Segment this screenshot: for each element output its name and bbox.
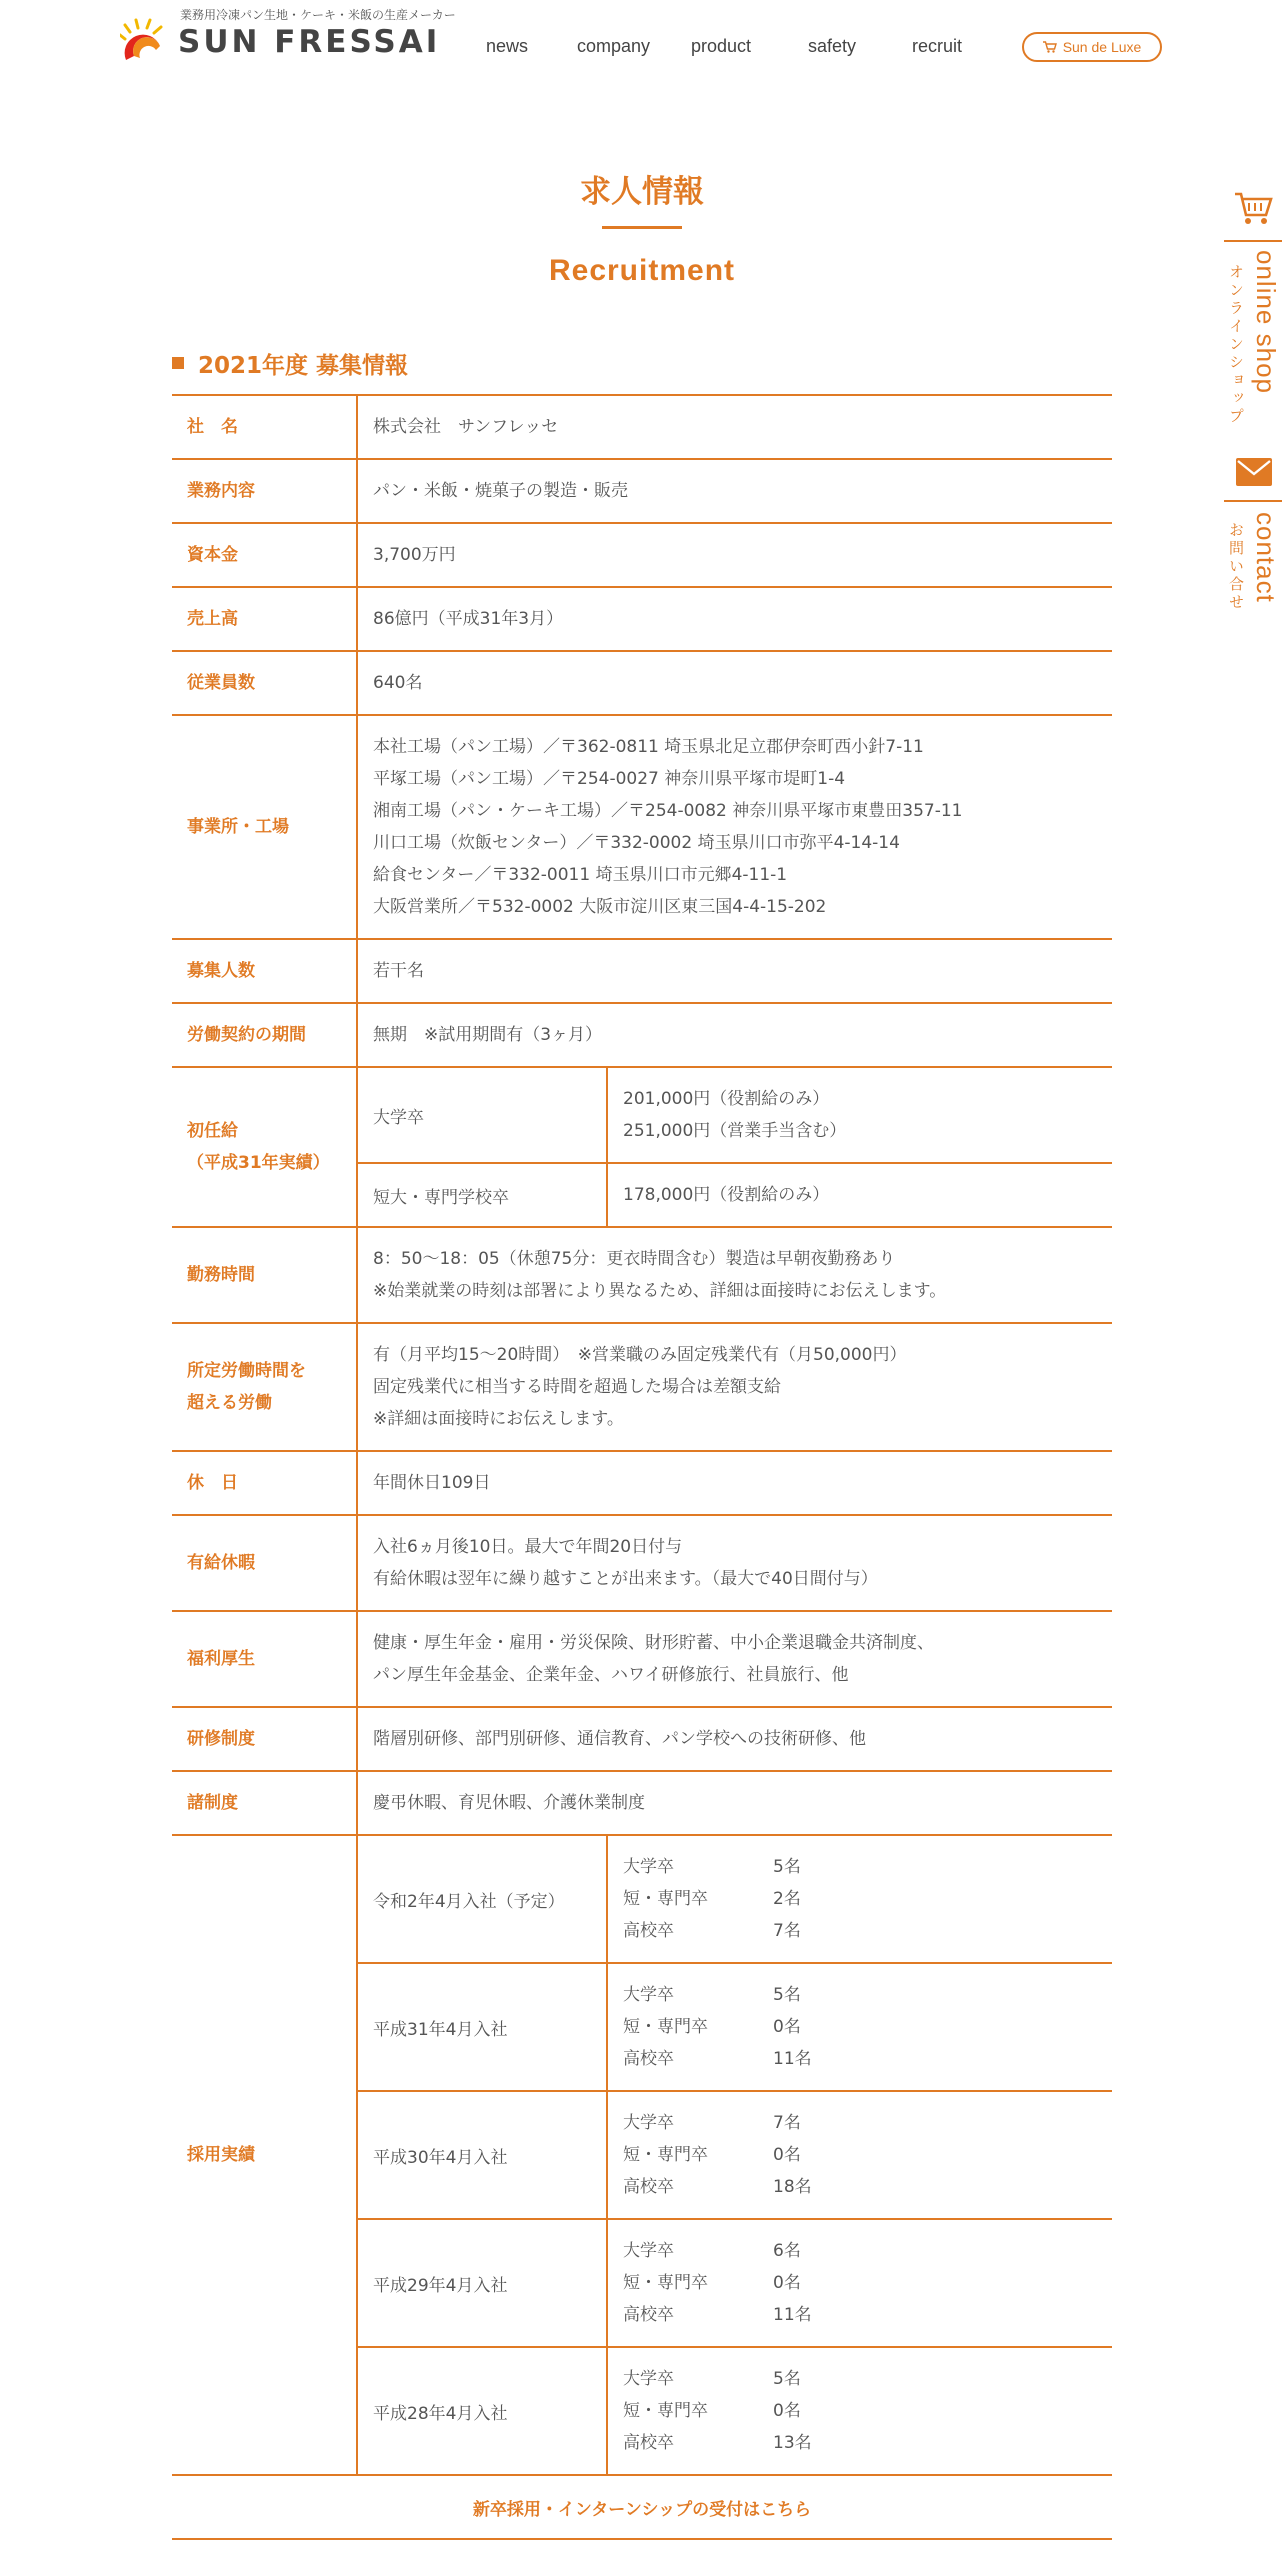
hire-count: 11名 [773, 2049, 812, 2069]
hiring-year-row [358, 2220, 1112, 2348]
hiring-counts [608, 1836, 1112, 1962]
section-heading [172, 346, 408, 380]
office-line: 大阪営業所／〒532-0002 大阪市淀川区東三国4-4-15-202 [373, 897, 827, 917]
hire-edu: 短・専門卒 [623, 2273, 708, 2293]
hire-edu: 短・専門卒 [623, 1889, 708, 1909]
row-label: 従業員数 [172, 652, 358, 714]
table-row-salary [172, 1068, 1112, 1228]
leave-line: 入社6ヵ月後10日。最大で年間20日付与 [373, 1537, 683, 1557]
hire-edu: 短・専門卒 [623, 2145, 708, 2165]
hours-line: 8：50～18：05（休憩75分：更衣時間含む）製造は早朝夜勤務あり [373, 1249, 896, 1269]
nav-safety[interactable]: safety [808, 36, 857, 56]
hiring-year: 平成29年4月入社 [358, 2220, 608, 2346]
hire-count: 11名 [773, 2305, 812, 2325]
row-value [358, 1612, 1112, 1706]
table-row-contract [172, 1004, 1112, 1068]
hire-count: 6名 [773, 2241, 801, 2261]
hire-edu: 大学卒 [623, 1857, 674, 1877]
sun-de-luxe-label: Sun de Luxe [1062, 39, 1142, 55]
row-value: 3,700万円 [373, 545, 456, 565]
row-label: 事業所・工場 [172, 716, 358, 938]
table-row-business [172, 460, 1112, 524]
table-row-systems [172, 1772, 1112, 1836]
row-label: 勤務時間 [172, 1228, 358, 1322]
hire-edu: 高校卒 [623, 2177, 674, 2197]
welfare-line: 健康・厚生年金・雇用・労災保険、財形貯蓄、中小企業退職金共済制度、 [373, 1633, 934, 1653]
row-label: 売上高 [172, 588, 358, 650]
row-value: 86億円（平成31年3月） [373, 609, 564, 629]
row-value [358, 1324, 1112, 1450]
table-row-company [172, 396, 1112, 460]
logo-wordmark: SUN FRESSAI [178, 24, 441, 60]
row-label: 業務内容 [172, 460, 358, 522]
salary-line: 201,000円（役割給のみ） [623, 1089, 830, 1109]
row-label [172, 1324, 358, 1450]
hire-edu: 高校卒 [623, 2433, 674, 2453]
hire-count: 7名 [773, 1921, 801, 1941]
hire-count: 18名 [773, 2177, 812, 2197]
salary-value: 178,000円（役割給のみ） [623, 1185, 830, 1205]
mail-icon [1236, 458, 1272, 486]
contact-label: contact [1251, 512, 1281, 603]
hiring-counts [608, 1964, 1112, 2090]
row-value: 年間休日109日 [373, 1473, 491, 1493]
table-row-sales [172, 588, 1112, 652]
online-shop-link[interactable] [1222, 186, 1284, 446]
hire-edu: 高校卒 [623, 2305, 674, 2325]
office-line: 川口工場（炊飯センター）／〒332-0002 埼玉県川口市弥平4-14-14 [373, 833, 900, 853]
hiring-year: 平成31年4月入社 [358, 1964, 608, 2090]
salary-edu-label: 短大・専門学校卒 [358, 1164, 608, 1226]
hire-count: 0名 [773, 2273, 801, 2293]
hiring-year: 平成30年4月入社 [358, 2092, 608, 2218]
office-line: 平塚工場（パン工場）／〒254-0027 神奈川県平塚市堤町1-4 [373, 769, 846, 789]
row-label [172, 1068, 358, 1226]
hiring-year-row [358, 1836, 1112, 1964]
internship-link[interactable]: 新卒採用・インターンシップの受付はこちら [172, 2476, 1112, 2540]
hire-count: 7名 [773, 2113, 801, 2133]
site-header [0, 0, 1284, 96]
hire-edu: 高校卒 [623, 2049, 674, 2069]
salary-edu-label: 大学卒 [358, 1068, 608, 1162]
hiring-year-row [358, 2092, 1112, 2220]
title-divider [602, 226, 682, 229]
overtime-line: ※詳細は面接時にお伝えします。 [373, 1409, 624, 1429]
overtime-line: 固定残業代に相当する時間を超過した場合は差額支給 [373, 1377, 781, 1397]
hiring-counts [608, 2348, 1112, 2474]
table-row-overtime [172, 1324, 1112, 1452]
table-row-openings [172, 940, 1112, 1004]
hire-edu: 高校卒 [623, 1921, 674, 1941]
recruitment-table [172, 394, 1112, 2476]
row-value: 階層別研修、部門別研修、通信教育、パン学校への技術研修、他 [373, 1729, 866, 1749]
office-line: 本社工場（パン工場）／〒362-0811 埼玉県北足立郡伊奈町西小針7-11 [373, 737, 924, 757]
hiring-year-row [358, 1964, 1112, 2092]
page-title: 求人情報 [580, 174, 704, 210]
hours-line: ※始業就業の時刻は部署により異なるため、詳細は面接時にお伝えします。 [373, 1281, 947, 1301]
table-row-training [172, 1708, 1112, 1772]
row-label: 資本金 [172, 524, 358, 586]
office-line: 湘南工場（パン・ケーキ工場）／〒254-0082 神奈川県平塚市東豊田357-11 [373, 801, 963, 821]
hire-count: 0名 [773, 2145, 801, 2165]
row-label: 研修制度 [172, 1708, 358, 1770]
table-row-employees [172, 652, 1112, 716]
hiring-year-row [358, 2348, 1112, 2474]
overtime-label: 所定労働時間を [187, 1361, 306, 1381]
leave-line: 有給休暇は翌年に繰り越すことが出来ます。（最大で40日間付与） [373, 1569, 878, 1589]
hire-edu: 大学卒 [623, 2369, 674, 2389]
nav-product[interactable]: product [691, 36, 752, 56]
online-shop-label-ja: オンラインショップ [1227, 264, 1245, 426]
table-row-offices [172, 716, 1112, 940]
row-value [358, 1228, 1112, 1322]
contact-label-ja: お問い合せ [1227, 522, 1245, 612]
table-row-welfare [172, 1612, 1112, 1708]
salary-label: 初任給 [187, 1121, 238, 1141]
salary-row-univ [358, 1068, 1112, 1164]
side-divider [1224, 500, 1282, 502]
row-value: 640名 [373, 673, 423, 693]
contact-link[interactable] [1222, 458, 1284, 628]
hire-edu: 大学卒 [623, 2113, 674, 2133]
salary-subtable [358, 1068, 1112, 1226]
office-line: 給食センター／〒332-0011 埼玉県川口市元郷4-11-1 [373, 865, 788, 885]
row-value [358, 1516, 1112, 1610]
hire-count: 2名 [773, 1889, 801, 1909]
row-label: 社 名 [172, 396, 358, 458]
nav-company[interactable]: company [577, 36, 651, 56]
hire-count: 0名 [773, 2401, 801, 2421]
side-divider [1224, 240, 1282, 242]
row-value: 若干名 [373, 961, 424, 981]
row-value [358, 716, 1112, 938]
hire-count: 13名 [773, 2433, 812, 2453]
logo-tagline: 業務用冷凍パン生地・ケーキ・米飯の生産メーカー [180, 8, 456, 22]
row-value: パン・米飯・焼菓子の製造・販売 [373, 481, 628, 501]
hiring-year: 平成28年4月入社 [358, 2348, 608, 2474]
hiring-subtable [358, 1836, 1112, 2474]
hiring-year: 令和2年4月入社（予定） [358, 1836, 608, 1962]
hiring-counts [608, 2092, 1112, 2218]
table-row-hiring [172, 1836, 1112, 2476]
nav-news[interactable]: news [486, 36, 529, 56]
nav-recruit[interactable]: recruit [912, 36, 963, 56]
hire-edu: 短・専門卒 [623, 2401, 708, 2421]
salary-row-college [358, 1164, 1112, 1226]
row-label: 募集人数 [172, 940, 358, 1002]
sun-de-luxe-button[interactable] [1022, 32, 1162, 62]
table-row-holidays [172, 1452, 1112, 1516]
hiring-counts [608, 2220, 1112, 2346]
row-label: 労働契約の期間 [172, 1004, 358, 1066]
table-row-hours [172, 1228, 1112, 1324]
table-row-capital [172, 524, 1112, 588]
page-subtitle: Recruitment [548, 254, 736, 287]
welfare-line: パン厚生年金基金、企業年金、ハワイ研修旅行、社員旅行、他 [373, 1665, 849, 1685]
section-title: 2021年度 募集情報 [198, 352, 409, 379]
salary-value [608, 1068, 1112, 1162]
hire-count: 5名 [773, 2369, 801, 2389]
hire-count: 0名 [773, 2017, 801, 2037]
hire-edu: 短・専門卒 [623, 2017, 708, 2037]
salary-label-note: （平成31年実績） [187, 1153, 330, 1173]
row-label: 諸制度 [172, 1772, 358, 1834]
row-label: 有給休暇 [172, 1516, 358, 1610]
cart-icon [1043, 41, 1057, 53]
hire-edu: 大学卒 [623, 2241, 674, 2261]
overtime-label: 超える労働 [187, 1393, 272, 1413]
row-value: 慶弔休暇、育児休暇、介護休業制度 [373, 1793, 645, 1813]
hire-edu: 大学卒 [623, 1985, 674, 2005]
table-row-paid-leave [172, 1516, 1112, 1612]
salary-line: 251,000円（営業手当含む） [623, 1121, 847, 1141]
square-bullet-icon [172, 357, 184, 369]
hire-count: 5名 [773, 1857, 801, 1877]
hire-count: 5名 [773, 1985, 801, 2005]
row-label: 採用実績 [172, 1836, 358, 2474]
row-label: 福利厚生 [172, 1612, 358, 1706]
online-shop-label: online shop [1251, 250, 1281, 394]
overtime-line: 有（月平均15～20時間） ※営業職のみ固定残業代有（月50,000円） [373, 1345, 907, 1365]
row-label: 休 日 [172, 1452, 358, 1514]
row-value: 株式会社 サンフレッセ [373, 417, 559, 437]
row-value: 無期 ※試用期間有（3ヶ月） [373, 1025, 603, 1045]
